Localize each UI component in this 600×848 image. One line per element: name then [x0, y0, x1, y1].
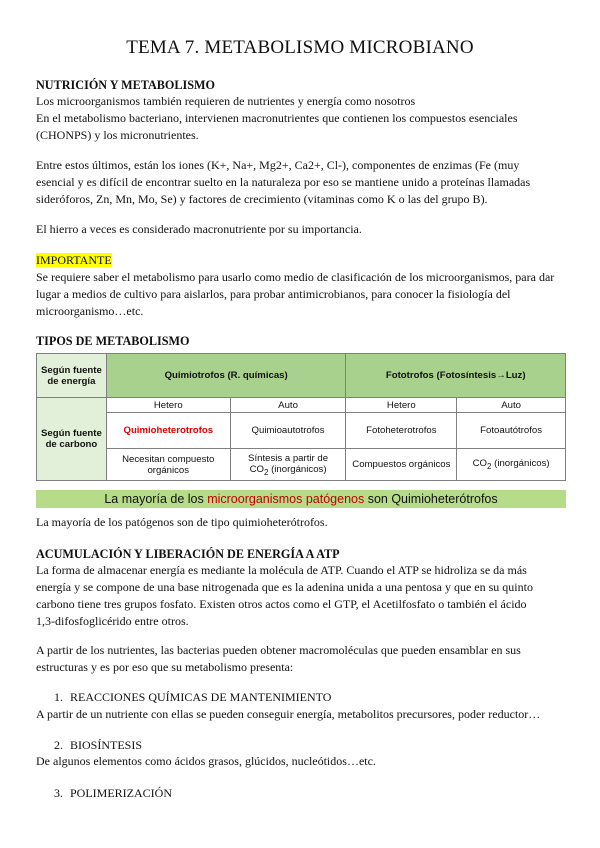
- energy-source-header: Según fuente de energía: [37, 354, 107, 398]
- text-line: (CHONPS) y los micronutrientes.: [36, 128, 199, 142]
- inorganic-text: (inorgánicos): [491, 458, 550, 470]
- sub-header-hetero: Hetero: [346, 398, 457, 413]
- metabolism-table: [36, 353, 566, 481]
- list-item-title: [54, 786, 172, 801]
- list-number: 1.: [54, 690, 63, 704]
- section-heading-atp: ACUMULACIÓN Y LIBERACIÓN DE ENERGÍA A ATP: [36, 547, 340, 561]
- phototroph-header: [346, 354, 566, 398]
- banner-text: La mayoría de los: [104, 492, 208, 506]
- list-title: BIOSÍNTESIS: [70, 738, 143, 752]
- text-line: microorganismo…etc.: [36, 304, 144, 318]
- list-number: 3.: [54, 786, 63, 800]
- sub-header-hetero: Hetero: [106, 398, 230, 413]
- co2-text: CO: [472, 458, 488, 470]
- paragraph-nutrientes: [36, 642, 576, 676]
- sub-header-auto: Auto: [457, 398, 566, 413]
- phototroph-label: Fototrofos (Fotosíntesis: [385, 370, 497, 381]
- paragraph-nutricion-intro: [36, 93, 576, 144]
- banner-highlight: microorganismos patógenos: [207, 492, 365, 506]
- cell-line: [234, 464, 343, 477]
- text-line: Entre estos últimos, están los iones (K+, Na+, Mg2+, Ca2+, Cl-), componentes de enzimas (Fe (muy: [36, 158, 520, 172]
- paragraph-atp: [36, 562, 576, 630]
- list-item-title: [54, 738, 142, 753]
- cell-quimioheterotrofos: Quimioheterotrofos: [106, 413, 230, 449]
- list-title: POLIMERIZACIÓN: [70, 786, 172, 800]
- list-number: 2.: [54, 738, 63, 752]
- cell-fotoheterotrofos: Fotoheterotrofos: [346, 413, 457, 449]
- inorganic-text: (inorgánicos): [268, 463, 327, 475]
- arrow-icon: →: [496, 370, 506, 381]
- cell-sintesis: [230, 449, 346, 481]
- paragraph-micronutrientes: [36, 157, 576, 208]
- cell-necesitan-compuesto: Necesitan compuesto orgánicos: [106, 449, 230, 481]
- chemotroph-header: Quimiotrofos (R. químicas): [106, 354, 346, 398]
- section-heading-tipos: TIPOS DE METABOLISMO: [36, 334, 190, 348]
- sub-header-auto: Auto: [230, 398, 346, 413]
- cell-quimioautotrofos: Quimioautotrofos: [230, 413, 346, 449]
- text-line: Se requiere saber el metabolismo para usarlo como medio de clasificación de los microorganismos, para dar: [36, 270, 555, 284]
- text-line: En el metabolismo bacteriano, intervienen macronutrientes que contienen los compuestos esenciales: [36, 111, 518, 125]
- text-line: sideróforos, Zn, Mn, Mo, Se) y factores de crecimiento (vitaminas como K o las del grupo B).: [36, 192, 488, 206]
- text-line: estructuras y es por eso que su metabolismo presenta:: [36, 660, 294, 674]
- pathogens-banner: [36, 490, 566, 508]
- paragraph-hierro: El hierro a veces es considerado macronutriente por su importancia.: [36, 222, 362, 236]
- text-line: La forma de almacenar energía es mediante la molécula de ATP. Cuando el ATP se hidroliza se da más: [36, 563, 527, 577]
- text-line: energía y se compone de una base nitrogenada que es la adenina unida a una pentosa y que en su quinto: [36, 580, 533, 594]
- text-line: carbono tiene tres grupos fosfato. Existen otros actos como el GTP, el Acetilfosfato o también el ácido: [36, 597, 527, 611]
- text-line: 1,3-difosfoglicérido entre otros.: [36, 614, 189, 628]
- cell-co2: [457, 449, 566, 481]
- text-line: Los microorganismos también requieren de nutrientes y energía como nosotros: [36, 94, 416, 108]
- list-item-desc: A partir de un nutriente con ellas se pueden conseguir energía, metabolitos precursores, poder reductor…: [36, 707, 541, 721]
- subscript: 2: [487, 461, 492, 471]
- co2-text: CO: [249, 463, 264, 475]
- banner-text: son Quimioheterótrofos: [364, 492, 498, 506]
- important-label: IMPORTANTE: [36, 253, 112, 267]
- text-line: A partir de los nutrientes, las bacterias pueden obtener macromoléculas que pueden ensamblar en sus: [36, 643, 521, 657]
- cell-line: Síntesis a partir de: [248, 452, 329, 464]
- list-title: REACCIONES QUÍMICAS DE MANTENIMIENTO: [70, 690, 332, 704]
- paragraph-importante: [36, 269, 576, 320]
- text-line: esencial y es difícil de encontrar suelto en la naturaleza por eso se mantiene unido a proteínas llamadas: [36, 175, 531, 189]
- page-title: TEMA 7. METABOLISMO MICROBIANO: [126, 37, 474, 58]
- paragraph-patogenos: La mayoría de los patógenos son de tipo quimioheterótrofos.: [36, 515, 328, 529]
- phototroph-label-end: Luz): [505, 370, 526, 381]
- text-line: lugar a medios de cultivo para aislarlos, para probar antimicrobianos, para conocer la fisiología del: [36, 287, 511, 301]
- cell-compuestos-organicos: Compuestos orgánicos: [346, 449, 457, 481]
- list-item-desc: De algunos elementos como ácidos grasos, glúcidos, nucleótidos…etc.: [36, 754, 376, 768]
- list-item-title: [54, 690, 331, 705]
- important-label-line: [36, 252, 576, 269]
- carbon-source-header: Según fuente de carbono: [37, 398, 107, 481]
- section-heading-nutricion: NUTRICIÓN Y METABOLISMO: [36, 78, 215, 92]
- subscript: 2: [263, 467, 269, 477]
- cell-fotoautotrofos: Fotoautótrofos: [457, 413, 566, 449]
